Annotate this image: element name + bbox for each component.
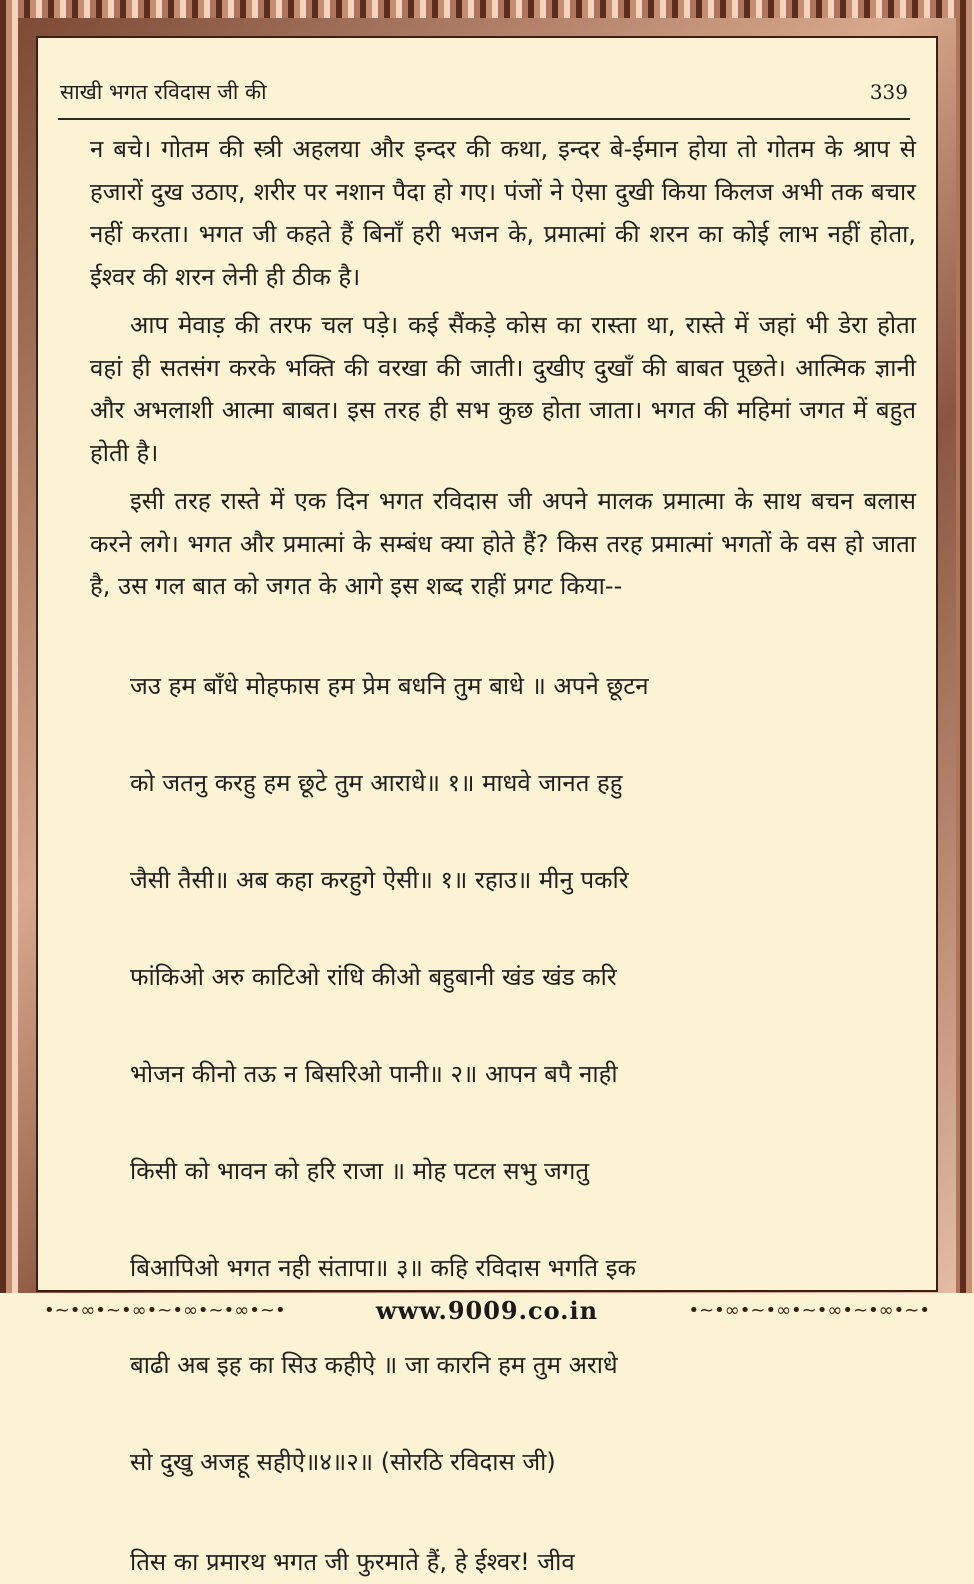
website-url[interactable]: www.9009.co.in [375, 1296, 599, 1325]
shabad-verse [130, 614, 916, 1536]
paragraph-2: आप मेवाड़ की तरफ चल पड़े। कई सैंकड़े कोस का रास्ता था, रास्ते में जहां भी डेरा होता वहां ही सतसंग करके भक्ति की वरखा की जाती। दुखीए दुखाँ की बाबत पूछते। आत्मिक ज्ञानी और अभलाशी आत्मा बाबत। इस तरह ही सभ कुछ होता जाता। भगत की महिमां जगत में बहुत होती है। [90, 311, 916, 467]
verse-line: जउ हम बाँधे मोहफास हम प्रेम बधनि तुम बाधे ॥ अपने छूटन [130, 672, 649, 700]
verse-line: बिआपिओ भगत नही संतापा॥ ३॥ कहि रविदास भगति इक [130, 1254, 636, 1282]
paragraph-3: इसी तरह रास्ते में एक दिन भगत रविदास जी अपने मालक प्रमात्मा के साथ बचन बलास करने लगे। भगत और प्रमात्मां के सम्बंध क्या होते हैं? किस तरह प्रमात्मां भगतों के वस हो जाता है, उस गल बात को जगत के आगे इस शब्द राहीं प्रगट किया-- [90, 487, 916, 600]
verse-line: फांकिओ अरु काटिओ रांधि कीओ बहुबानी खंड खंड करि [130, 963, 617, 991]
verse-line: जैसी तैसी॥ अब कहा करहुगे ऐसी॥ १॥ रहाउ॥ मीनु पकरि [130, 866, 629, 894]
verse-line: भोजन कीनो तऊ न बिसरिओ पानी॥ २॥ आपन बपै नाही [130, 1060, 618, 1088]
closing-line: तिस का प्रमारथ भगत जी फुरमाते हैं, हे ईश्वर! जीव [130, 1548, 575, 1576]
verse-line: बाढी अब इह का सिउ कहीऐ ॥ जा कारनि हम तुम अराधे [130, 1351, 618, 1379]
footer-bar [0, 1293, 974, 1329]
page-header [58, 74, 910, 120]
ornament-left-icon: •~•∞•~•∞•~•∞•~•∞•~• [44, 1300, 286, 1321]
ornament-right-icon: •~•∞•~•∞•~•∞•~•∞•~• [688, 1300, 930, 1321]
verse-line: किसी को भावन को हरि राजा ॥ मोह पटल सभु जगतु [130, 1157, 590, 1185]
verse-line: को जतनु करहु हम छूटे तुम आराधे॥ १॥ माधवे जानत हहु [130, 769, 623, 797]
paragraph-1: न बचे। गोतम की स्त्री अहलया और इन्दर की कथा, इन्दर बे-ईमान होया तो गोतम के श्राप से हजारों दुख उठाए, शरीर पर नशान पैदा हो गए। पंजों ने ऐसा दुखी किया किलज अभी तक बचार नहीं करता। भगत जी कहते हैं बिनाँ हरी भजन के, प्रमात्मां की शरन का कोई लाभ नहीं होता, ईश्वर की शरन लेनी ही ठीक है। [90, 135, 916, 291]
body-text [90, 128, 916, 1584]
page-number: 339 [869, 80, 908, 104]
running-title: साखी भगत रविदास जी की [60, 80, 267, 104]
verse-line: सो दुखु अजहू सहीऐ॥४॥२॥ (सोरठि रविदास जी) [130, 1448, 556, 1476]
